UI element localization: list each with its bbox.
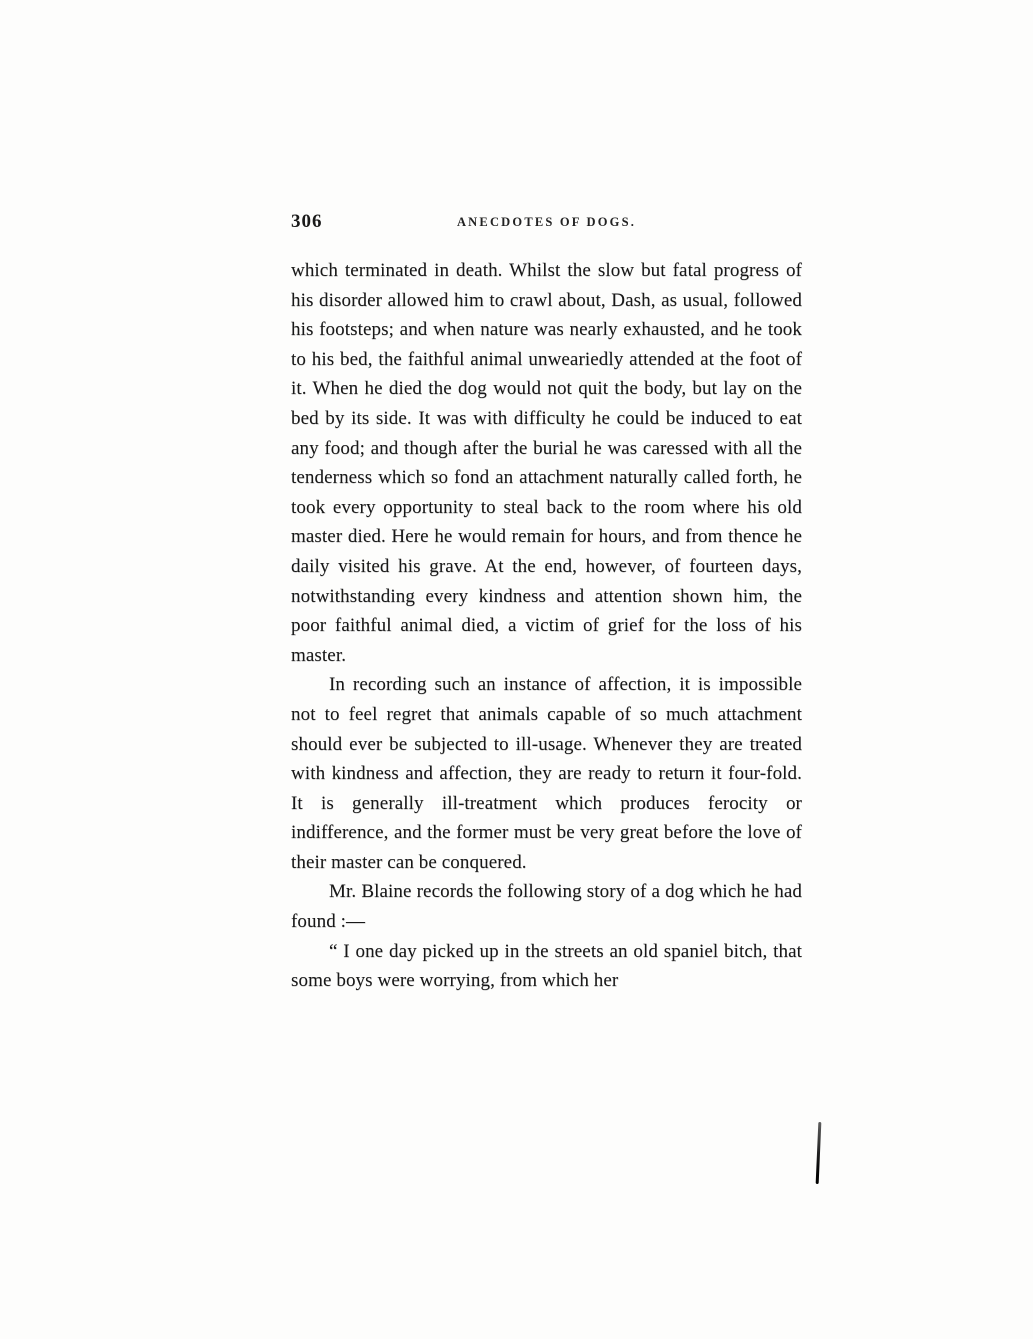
page-number: 306 bbox=[291, 211, 323, 232]
paragraph: In recording such an instance of affection, it is impossible not to feel regret that animals capable of so much attachment should ever be subjected to ill-usage. Whenever they are treated with kindness and affection, they are ready to return it four-fold. It is generally ill-treatment which produces ferocity or indifference, and the former must be very great before the love of their master can be conquered. bbox=[291, 674, 802, 873]
running-header: ANECDOTES OF DOGS. bbox=[456, 215, 637, 229]
paragraph: which terminated in death. Whilst the slow but fatal progress of his disorder allowed him to crawl about, Dash, as usual, followed his footsteps; and when nature was nearly exhausted, and he took to his bed, the faithful animal unweariedly attended at the foot of it. When he died the dog would not quit the body, but lay on the bed by its side. It was with difficulty he could be induced to eat any food; and though after the burial he was caressed with all the tenderness which so fond an attachment naturally called forth, he took every opportunity to steal back to the room where his old master died. Here he would remain for hours, and from thence he daily visited his grave. At the end, however, of fourteen days, notwithstanding every kindness and attention shown him, the poor faithful animal died, a victim of grief for the loss of his master. bbox=[291, 260, 802, 666]
paragraph: Mr. Blaine records the following story of a dog which he had found :— bbox=[291, 881, 802, 933]
scan-artifact bbox=[816, 1122, 822, 1184]
text-block bbox=[291, 256, 802, 996]
page-header bbox=[291, 211, 802, 235]
paragraph: “ I one day picked up in the streets an old spaniel bitch, that some boys were worrying, from which her bbox=[291, 940, 802, 992]
